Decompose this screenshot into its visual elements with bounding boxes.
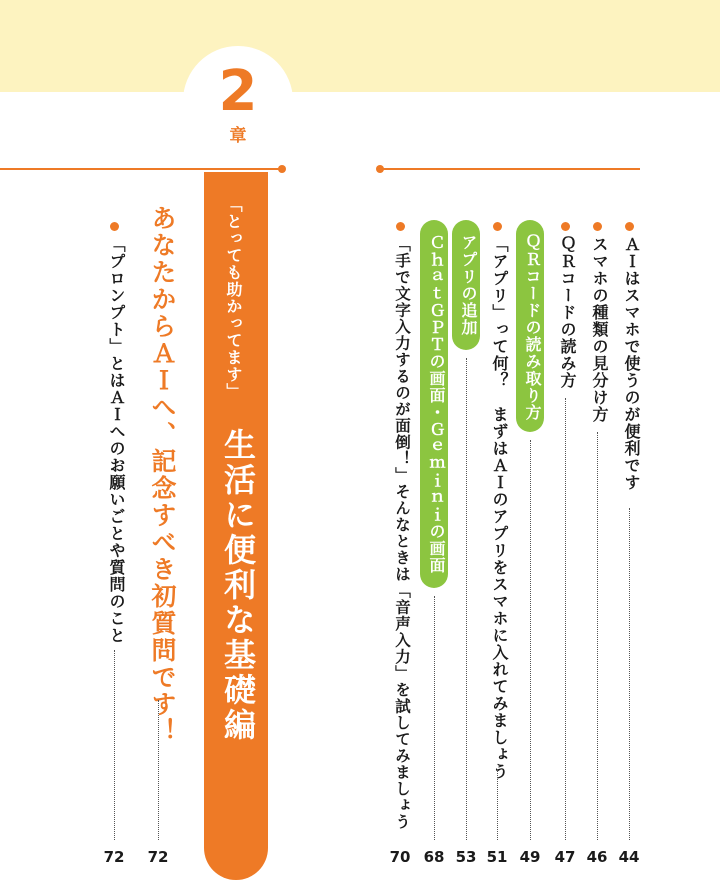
- page-number[interactable]: 51: [486, 848, 508, 866]
- section-heading[interactable]: ＱＲコードの読み取り方: [523, 234, 542, 421]
- page-number[interactable]: 49: [519, 848, 541, 866]
- page-number[interactable]: 47: [554, 848, 576, 866]
- toc-item[interactable]: 「アプリ」って何？ まずはＡＩのアプリをスマホに入れてみましょう: [490, 236, 509, 780]
- page-number[interactable]: 70: [389, 848, 411, 866]
- toc-item[interactable]: 「プロンプト」とはＡＩへのお願いごとや質問のこと: [107, 236, 126, 644]
- toc-item[interactable]: スマホの種類の見分け方: [590, 236, 609, 423]
- dotted-leader: [466, 358, 467, 840]
- dotted-leader: [497, 770, 498, 840]
- toc-item[interactable]: ＡＩはスマホで使うのが便利です: [622, 236, 641, 491]
- toc-item[interactable]: ＱＲコードの読み方: [558, 236, 577, 389]
- page-number[interactable]: 44: [618, 848, 640, 866]
- divider-dot-right: [376, 165, 384, 173]
- part-title: 生活に便利な基礎編: [219, 428, 257, 743]
- part-catchphrase: 「とっても助かってます」: [224, 196, 243, 400]
- bullet-icon: [593, 222, 602, 231]
- divider-dot-left: [278, 165, 286, 173]
- bullet-icon: [110, 222, 119, 231]
- bullet-icon: [396, 222, 405, 231]
- bullet-icon: [493, 222, 502, 231]
- dotted-leader: [114, 650, 115, 840]
- dotted-leader: [629, 508, 630, 840]
- top-color-band: [0, 0, 720, 92]
- page-number[interactable]: 46: [586, 848, 608, 866]
- page-number[interactable]: 72: [147, 848, 169, 866]
- section-heading[interactable]: アプリの追加: [459, 234, 478, 336]
- bullet-icon: [561, 222, 570, 231]
- dotted-leader: [565, 398, 566, 840]
- divider-right: [380, 168, 640, 170]
- divider-left: [0, 168, 283, 170]
- chapter-number: 2: [218, 59, 258, 124]
- dotted-leader: [530, 440, 531, 840]
- page-number[interactable]: 72: [103, 848, 125, 866]
- chapter-label: 章: [229, 126, 247, 146]
- dotted-leader: [597, 432, 598, 840]
- dotted-leader: [158, 700, 159, 840]
- section-heading[interactable]: ＣｈａｔＧＰＴの画面・Ｇｅｍｉｎｉの画面: [427, 234, 446, 574]
- page-number[interactable]: 53: [455, 848, 477, 866]
- bullet-icon: [625, 222, 634, 231]
- dotted-leader: [434, 596, 435, 840]
- page-number[interactable]: 68: [423, 848, 445, 866]
- toc-item[interactable]: 「手で文字入力するのが面倒！」そんなときは「音声入力」を試してみましょう: [393, 236, 411, 830]
- chapter-heading[interactable]: あなたからＡＩへ、記念すべき初質問です！: [148, 205, 177, 745]
